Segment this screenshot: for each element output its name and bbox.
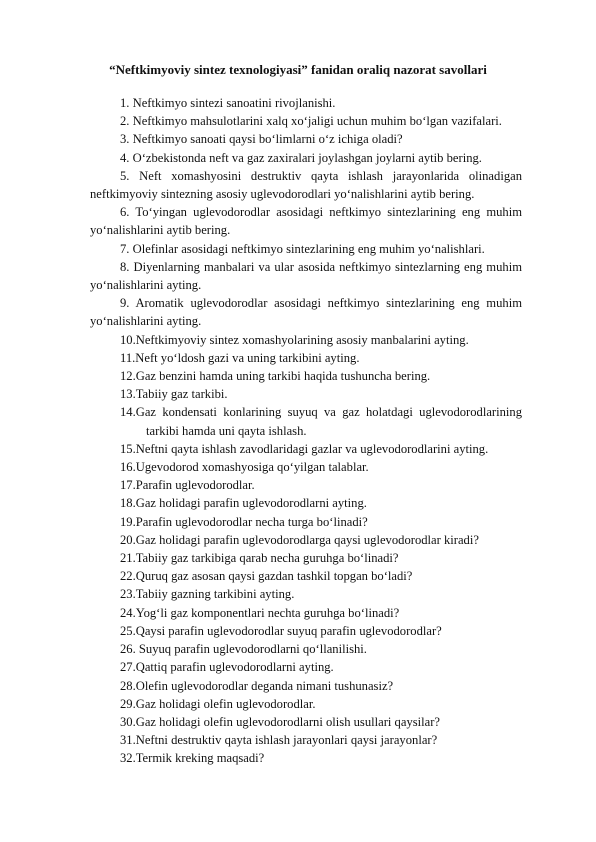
question-line: 20.Gaz holidagi parafin uglevodorodlarga qaysi uglevodorodlar kiradi? <box>120 532 479 547</box>
question-item <box>90 367 522 385</box>
question-item <box>90 513 522 531</box>
question-line: 1. Neftkimyo sintezi sanoatini rivojlanishi. <box>120 96 336 110</box>
question-line: 8. Diyenlarning manbalari va ular asosida neftkimyo sintezlarning eng muhim <box>120 259 522 274</box>
question-line: 23.Tabiiy gazning tarkibini ayting. <box>120 587 295 602</box>
question-item <box>90 731 522 749</box>
question-line: 17.Parafin uglevodorodlar. <box>120 478 255 493</box>
question-line: 9. Aromatik uglevodorodlar asosidagi neftkimyo sintezlarining eng muhim <box>120 296 522 311</box>
question-item <box>90 458 522 476</box>
question-line: 16.Ugevodorod xomashyosiga qo‘yilgan talablar. <box>120 460 369 475</box>
question-line: 22.Quruq gaz asosan qaysi gazdan tashkil topgan bo‘ladi? <box>120 569 413 584</box>
question-line: 32.Termik kreking maqsadi? <box>120 751 265 766</box>
question-item <box>90 658 522 676</box>
question-item <box>90 531 522 549</box>
question-line: 25.Qaysi parafin uglevodorodlar suyuq parafin uglevodorodlar? <box>120 623 442 638</box>
question-line-continued: yo‘nalishlarini ayting. <box>90 314 202 329</box>
question-line: 14.Gaz kondensati konlarining suyuq va gaz holatdagi uglevodorodlarining <box>120 405 522 420</box>
question-line: 27.Qattiq parafin uglevodorodlarni ayting. <box>120 660 334 675</box>
document-title: “Neftkimyoviy sintez texnologiyasi” fanidan oraliq nazorat savollari <box>109 62 487 77</box>
question-line: 26. Suyuq parafin uglevodorodlarni qo‘llanilishi. <box>120 642 367 657</box>
question-line: 5. Neft xomashyosini destruktiv qayta ishlash jarayonlarida olinadigan <box>120 168 522 183</box>
question-item <box>90 604 522 622</box>
question-item <box>90 149 522 167</box>
question-item <box>90 440 522 458</box>
question-item <box>90 585 522 603</box>
question-list <box>90 94 522 768</box>
question-item <box>90 112 522 130</box>
question-item <box>90 494 522 512</box>
question-item <box>90 94 522 112</box>
question-line: 19.Parafin uglevodorodlar necha turga bo‘linadi? <box>120 514 368 529</box>
question-item <box>90 385 522 403</box>
question-item <box>90 749 522 767</box>
question-item <box>90 640 522 658</box>
question-line-continued: neftkimyoviy sintezning asosiy uglevodorodlari yo‘nalishlarini aytib bering. <box>90 187 475 202</box>
question-line: 12.Gaz benzini hamda uning tarkibi haqida tushuncha bering. <box>120 369 431 384</box>
question-line: 30.Gaz holidagi olefin uglevodorodlarni olish usullari qaysilar? <box>120 714 441 729</box>
question-line: 31.Neftni destruktiv qayta ishlash jarayonlari qaysi jarayonlar? <box>120 733 438 748</box>
question-line: 3. Neftkimyo sanoati qaysi bo‘limlarni o‘z ichiga oladi? <box>120 132 403 147</box>
question-line: 11.Neft yo‘ldosh gazi va uning tarkibini ayting. <box>120 350 360 365</box>
question-item <box>90 677 522 695</box>
question-item <box>90 713 522 731</box>
question-item <box>90 240 522 258</box>
question-item <box>90 349 522 367</box>
question-line-continued: tarkibi hamda uni qayta ishlash. <box>146 423 307 438</box>
question-item <box>90 258 522 294</box>
question-line-continued: yo‘nalishlarini ayting. <box>90 278 202 293</box>
question-item <box>90 622 522 640</box>
question-item <box>90 549 522 567</box>
question-line: 21.Tabiiy gaz tarkibiga qarab necha guruhga bo‘linadi? <box>120 551 399 566</box>
question-line: 15.Neftni qayta ishlash zavodlaridagi gazlar va uglevodorodlarini ayting. <box>120 441 489 456</box>
question-item <box>90 203 522 239</box>
question-item <box>90 331 522 349</box>
question-item <box>90 695 522 713</box>
question-line: 13.Tabiiy gaz tarkibi. <box>120 387 228 402</box>
question-item <box>90 130 522 148</box>
question-line: 18.Gaz holidagi parafin uglevodorodlarni ayting. <box>120 496 367 511</box>
question-line: 2. Neftkimyo mahsulotlarini xalq xo‘jaligi uchun muhim bo‘lgan vazifalari. <box>120 114 502 129</box>
question-line: 28.Olefin uglevodorodlar deganda nimani tushunasiz? <box>120 678 394 693</box>
question-line: 24.Yog‘li gaz komponentlari nechta guruhga bo‘linadi? <box>120 605 400 620</box>
question-item <box>90 167 522 203</box>
question-line-continued: yo‘nalishlarini aytib bering. <box>90 223 231 238</box>
question-item <box>90 567 522 585</box>
question-line: 7. Olefinlar asosidagi neftkimyo sintezlarining eng muhim yo‘nalishlari. <box>120 241 485 256</box>
question-line: 29.Gaz holidagi olefin uglevodorodlar. <box>120 696 316 711</box>
question-line: 4. O‘zbekistonda neft va gaz zaxiralari joylashgan joylarni aytib bering. <box>120 150 482 165</box>
question-line: 10.Neftkimyoviy sintez xomashyolarining asosiy manbalarini ayting. <box>120 332 469 347</box>
question-line: 6. To‘yingan uglevodorodlar asosidagi neftkimyo sintezlarining eng muhim <box>120 205 522 220</box>
question-item <box>90 403 522 439</box>
question-item <box>90 294 522 330</box>
question-item <box>90 476 522 494</box>
